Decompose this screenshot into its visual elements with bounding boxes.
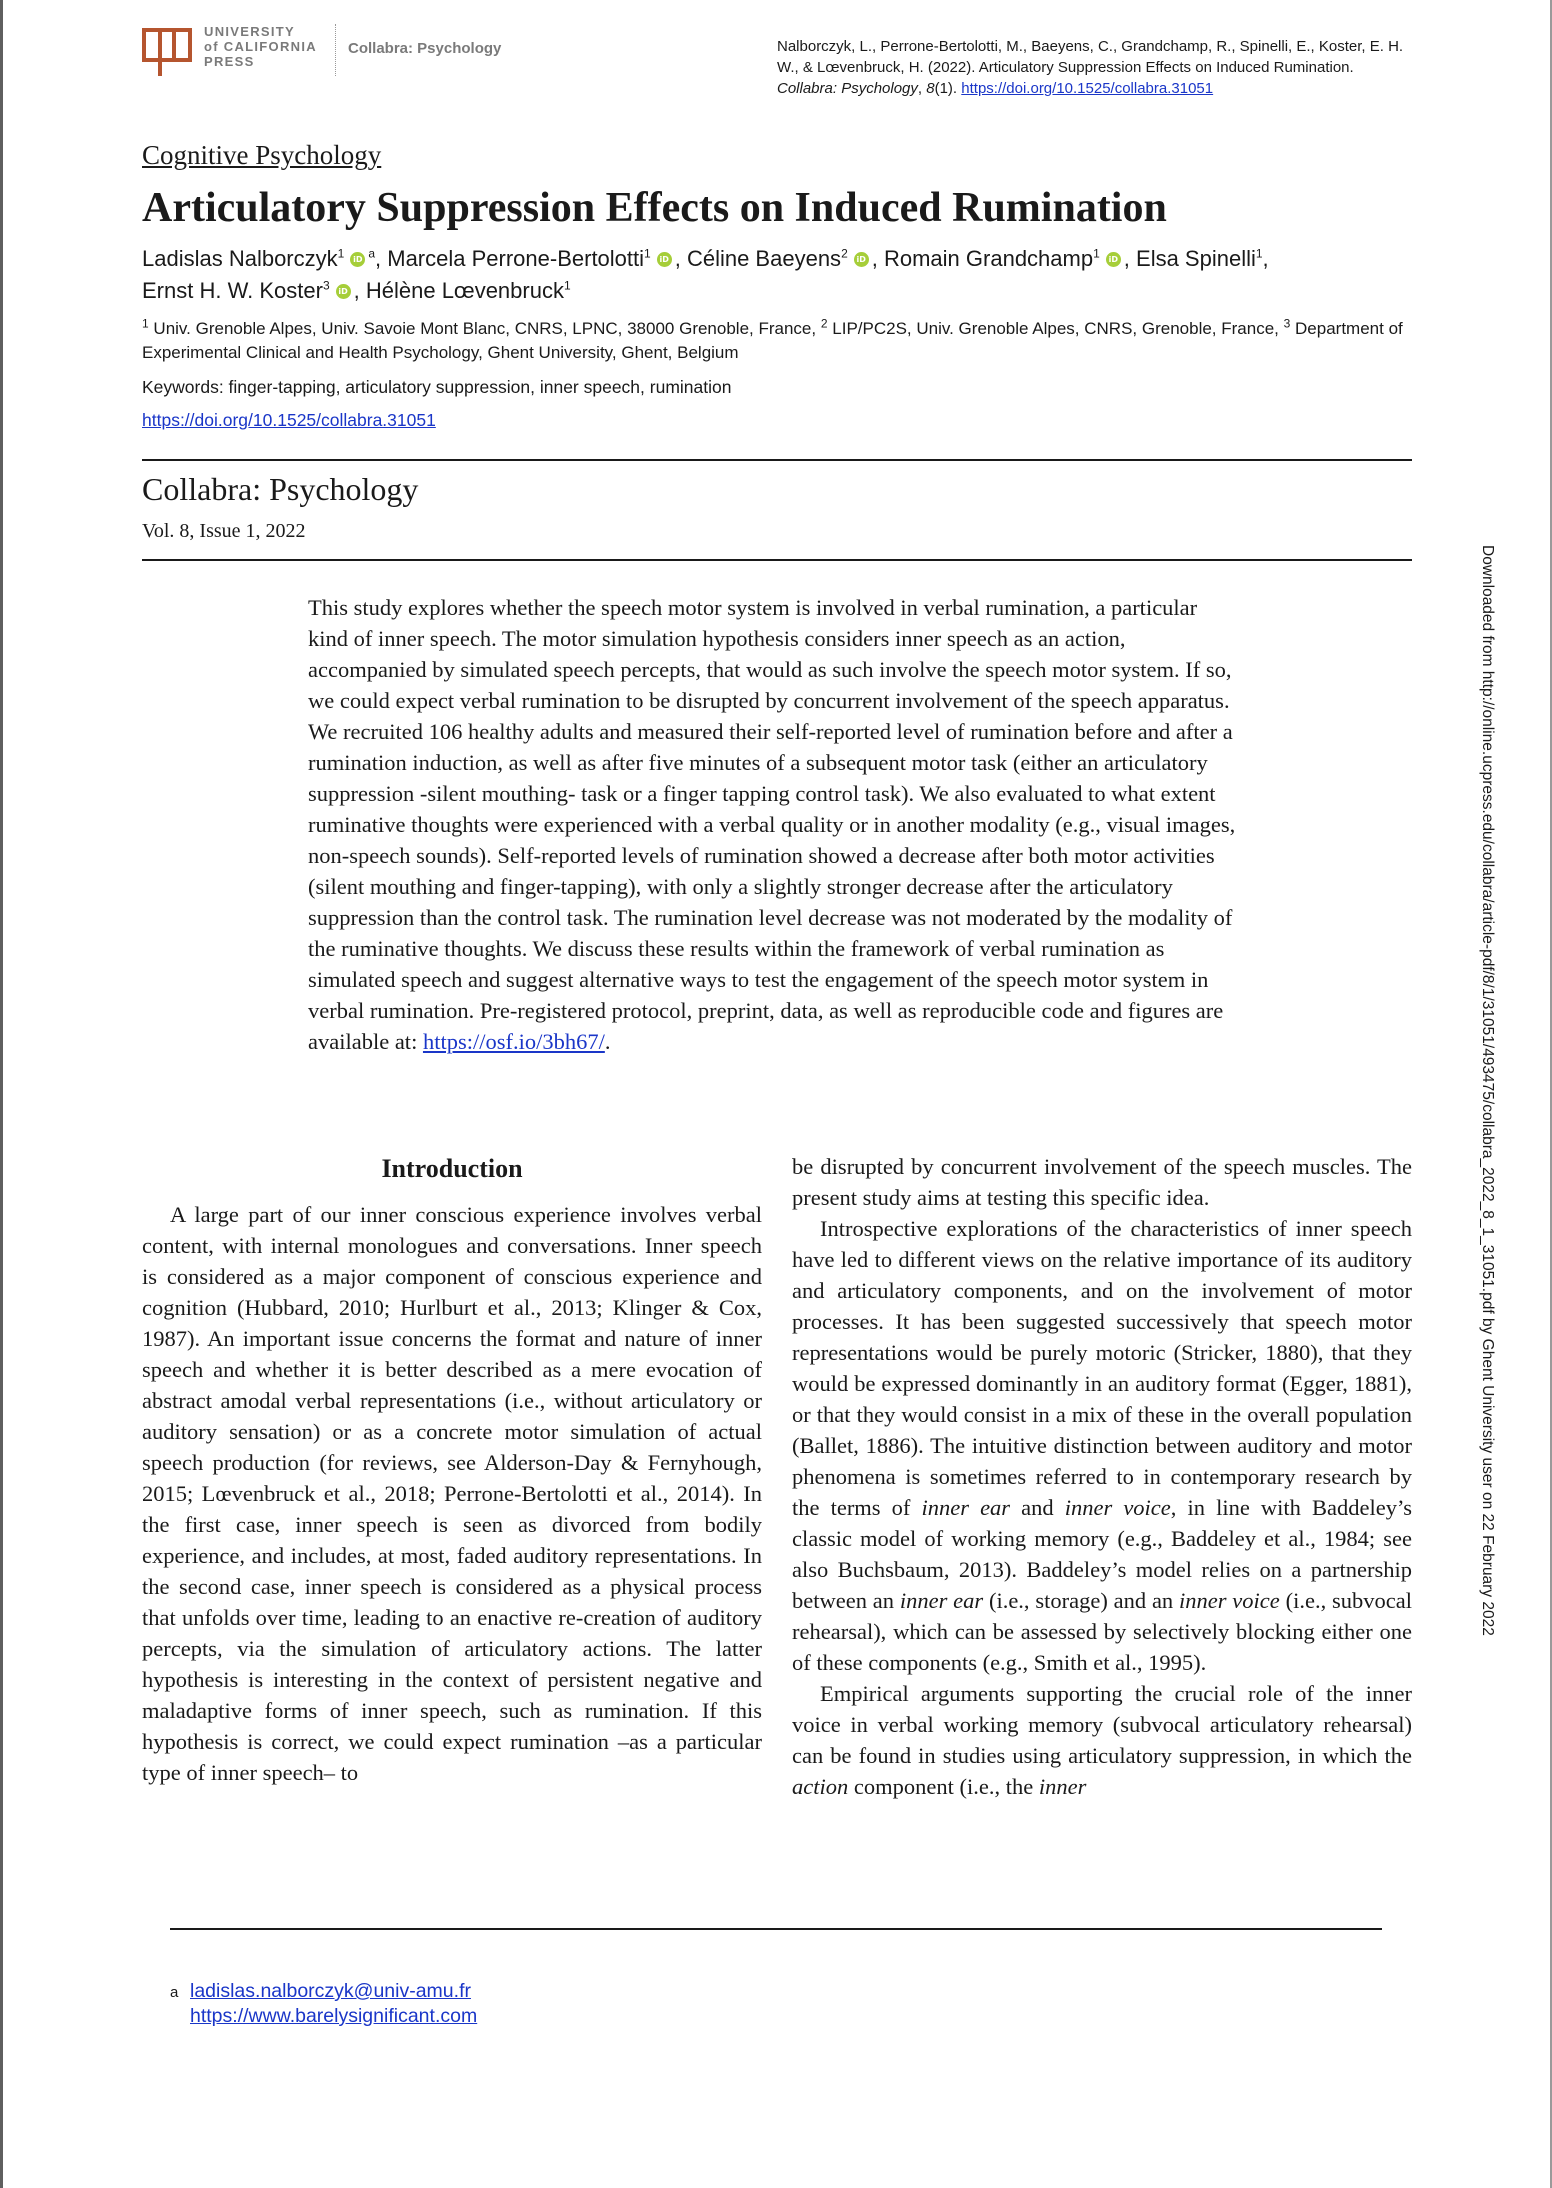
publisher-name-line: PRESS bbox=[204, 54, 255, 69]
footnote-links bbox=[190, 1979, 477, 2029]
body-paragraph bbox=[792, 1678, 1412, 1802]
website-link[interactable]: https://www.barelysignificant.com bbox=[190, 2005, 478, 2027]
author-list: Ladislas Nalborczyk$^1$iD $^a$, Marcela Perrone-Bertolotti$^1$iD , Céline Baeyens$^2$iD , Romain Grandchamp$^1$iD , Elsa Spinelli$^1$, Ernst H. W. Koster$^3$iD , Hélène Lœvenbruck$^1$ bbox=[142, 243, 1422, 307]
author-affiliation: 1 bbox=[1093, 246, 1100, 261]
emphasis: inner voice bbox=[1179, 1588, 1280, 1613]
author-affiliation: 1 bbox=[563, 278, 571, 293]
emphasis: inner ear bbox=[899, 1588, 984, 1613]
paragraph-text: component (i.e., the bbox=[848, 1774, 1039, 1799]
section-heading: Introduction bbox=[381, 1154, 523, 1183]
author-affiliation: 3 bbox=[322, 278, 330, 293]
author-name[interactable]: Elsa Spinelli bbox=[1136, 246, 1256, 271]
publisher-name-line: of CALIFORNIA bbox=[204, 39, 317, 54]
osf-link[interactable]: https://osf.io/3bh67/ bbox=[422, 1029, 605, 1054]
author-affiliation: 1 bbox=[337, 246, 345, 261]
emphasis: inner voice bbox=[1064, 1495, 1171, 1520]
author-note-marker[interactable]: a bbox=[368, 246, 376, 261]
author-name[interactable]: Ladislas Nalborczyk bbox=[142, 246, 338, 271]
abstract-end: . bbox=[604, 1029, 611, 1054]
divider bbox=[142, 459, 1412, 461]
body-column-left bbox=[142, 1151, 762, 1788]
download-notice: Downloaded from http://online.ucpress.edu/collabra/article-pdf/8/1/31051/493475/collabra_2022_8_1_31051.pdf by Ghent University user on 22 February 2022 bbox=[1479, 545, 1496, 1636]
author-affiliation: 1 bbox=[1255, 246, 1263, 261]
volume-info: Vol. 8, Issue 1, 2022 bbox=[142, 520, 306, 542]
article-title: Articulatory Suppression Effects on Induced Rumination bbox=[142, 185, 1167, 231]
keywords: Keywords: finger-tapping, articulatory suppression, inner speech, rumination bbox=[142, 377, 732, 397]
publisher-name-line: UNIVERSITY bbox=[204, 24, 296, 39]
body-paragraph bbox=[792, 1213, 1412, 1678]
citation-separator: , bbox=[917, 80, 927, 97]
author-name[interactable]: Ernst H. W. Koster bbox=[142, 278, 323, 303]
author-name[interactable]: Hélène Lœvenbruck bbox=[365, 278, 564, 303]
body-column-right bbox=[792, 1151, 1412, 1802]
author-affiliation: 2 bbox=[841, 246, 848, 261]
emphasis: inner ear bbox=[921, 1495, 1011, 1520]
abstract-text: This study explores whether the speech motor system is involved in verbal rumination, a particular kind of inner speech. The motor simulation hypothesis considers inner speech as an action, accompanied by simulated speech percepts, that would as such involve the speech motor system. If so, we could expect verbal rumination to be disrupted by concurrent involvement of the speech apparatus. We recruited 106 healthy adults and measured their self-reported level of rumination before and after a rumination induction, as well as after five minutes of a subsequent motor task (either an articulatory suppression -silent mouthing- task or a finger tapping control task). We also evaluated to what extent ruminative thoughts were experienced with a verbal quality or in another modality (e.g., visual images, non-speech sounds). Self-reported levels of rumination showed a decrease after both motor activities (silent mouthing and finger-tapping), with only a slightly stronger decrease after the articulatory suppression than the control task. The rumination level decrease was not moderated by the modality of the ruminative thoughts. We discuss these results within the framework of verbal rumination as simulated speech and suggest alternative ways to test the engagement of the speech motor system in verbal rumination. Pre-registered protocol, preprint, data, as well as reproducible code and figures are available at: bbox=[308, 595, 1236, 1054]
page-edge bbox=[0, 0, 3, 2188]
journal-name: Collabra: Psychology bbox=[142, 471, 419, 507]
publisher-name bbox=[204, 24, 317, 69]
author-name[interactable]: Céline Baeyens bbox=[686, 246, 842, 271]
journal-label: Collabra: Psychology bbox=[348, 40, 502, 57]
publisher-logo bbox=[142, 24, 522, 80]
body-paragraph: be disrupted by concurrent involvement of the speech muscles. The present study aims at testing this specific idea. bbox=[792, 1154, 1412, 1210]
paragraph-text: (i.e., storage) and an bbox=[983, 1588, 1179, 1613]
paragraph-text: , in line with Baddeley’s classic model of working memory (e.g., Baddeley et al., 1984; see also Buchsbaum, 2013). Baddeley’s model relies on a partnership between an bbox=[792, 1495, 1412, 1613]
footnote-marker: a bbox=[170, 1984, 179, 2001]
author-affiliation: 1 bbox=[644, 246, 651, 261]
divider bbox=[142, 559, 1412, 561]
body-paragraph: A large part of our inner conscious experience involves verbal content, with internal monologues and conversations. Inner speech is considered as a major component of conscious experience and cognition (Hubbard, 2010; Hurlburt et al., 2013; Klinger & Cox, 1987). An important issue concerns the format and nature of inner speech and whether it is better described as a mere evocation of abstract amodal verbal representations (i.e., without articulatory or auditory sensation) or as a concrete motor simulation of actual speech production (for reviews, see Alderson-Day & Fernyhough, 2015; Lœvenbruck et al., 2018; Perrone-Bertolotti et al., 2014). In the first case, inner speech is seen as divorced from bodily experience, and includes, at most, faded auditory representations. In the second case, inner speech is considered as a physical process that unfolds over time, leading to an enactive re-creation of auditory percepts, via the simulation of articulatory actions. The latter hypothesis is interesting in the context of persistent negative and maladaptive forms of inner speech, such as rumination. If this hypothesis is correct, we could expect rumination –as a particular type of inner speech– to bbox=[142, 1202, 762, 1785]
author-name[interactable]: Romain Grandchamp bbox=[883, 246, 1094, 271]
author-name[interactable]: Marcela Perrone-Bertolotti bbox=[387, 246, 645, 271]
section-label[interactable]: Cognitive Psychology bbox=[142, 140, 382, 170]
ucpress-logo-icon bbox=[142, 26, 192, 78]
citation-doi-link[interactable]: https://doi.org/10.1525/collabra.31051 bbox=[961, 80, 1214, 97]
email-link[interactable]: ladislas.nalborczyk@univ-amu.fr bbox=[190, 1980, 471, 2002]
paragraph-text: and bbox=[1010, 1495, 1065, 1520]
paragraph-text: Empirical arguments supporting the crucial role of the inner voice in verbal working memory (subvocal articulatory rehearsal) can be found in studies using articulatory suppression, in which the bbox=[792, 1681, 1412, 1768]
affiliation-number: 1 bbox=[142, 316, 149, 331]
orcid-icon[interactable] bbox=[1106, 252, 1121, 267]
orcid-icon[interactable] bbox=[657, 252, 672, 267]
emphasis: action bbox=[792, 1774, 849, 1799]
abstract bbox=[308, 592, 1238, 1057]
orcid-icon[interactable] bbox=[336, 284, 351, 299]
citation-journal: Collabra: Psychology bbox=[777, 80, 918, 97]
citation bbox=[777, 36, 1417, 99]
affiliation-text: Univ. Grenoble Alpes, Univ. Savoie Mont Blanc, CNRS, LPNC, 38000 Grenoble, France, bbox=[153, 319, 817, 338]
logo-divider bbox=[335, 24, 336, 76]
citation-text: Nalborczyk, L., Perrone-Bertolotti, M., Baeyens, C., Grandchamp, R., Spinelli, E., Koster, E. H. W., & Lœvenbruck, H. (2022). Articulatory Suppression Effects on Induced Rumination. bbox=[777, 38, 1404, 76]
footnote-divider bbox=[170, 1928, 1382, 1930]
affiliations bbox=[142, 317, 1422, 365]
article-doi-link[interactable]: https://doi.org/10.1525/collabra.31051 bbox=[142, 410, 436, 430]
affiliation-text: Department of Experimental Clinical and Health Psychology, Ghent University, Ghent, Belgium bbox=[142, 319, 1403, 362]
orcid-icon[interactable] bbox=[350, 252, 365, 267]
citation-issue: (1). bbox=[934, 80, 962, 97]
affiliation-text: LIP/PC2S, Univ. Grenoble Alpes, CNRS, Grenoble, France, bbox=[832, 319, 1279, 338]
paragraph-text: Introspective explorations of the characteristics of inner speech have led to different views on the relative importance of its auditory and articulatory components, and on the involvement of motor processes. It has been suggested successively that speech motor representations would be purely motoric (Stricker, 1880), that they would be expressed dominantly in an auditory format (Egger, 1881), or that they would consist in a mix of these in the overall population (Ballet, 1886). The intuitive distinction between auditory and motor phenomena is sometimes referred to in contemporary research by the terms of bbox=[792, 1216, 1412, 1520]
emphasis: inner bbox=[1038, 1774, 1087, 1799]
affiliation-number: 3 bbox=[1283, 316, 1291, 331]
paragraph-text: (i.e., subvocal rehearsal), which can be assessed by selectively blocking either one of these components (e.g., Smith et al., 1995). bbox=[792, 1588, 1412, 1675]
orcid-icon[interactable] bbox=[854, 252, 869, 267]
citation-volume: 8 bbox=[926, 80, 935, 97]
affiliation-number: 2 bbox=[820, 316, 828, 331]
